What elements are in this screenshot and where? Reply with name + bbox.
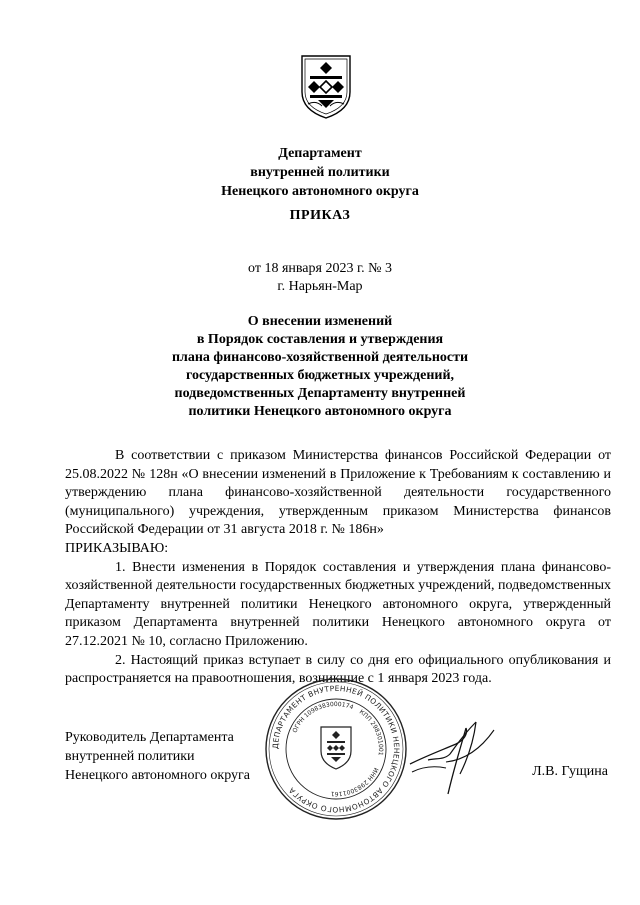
document-title: ПРИКАЗ [289, 208, 351, 223]
department-header [0, 144, 640, 201]
order-date-block [0, 260, 640, 296]
signatory-name: Л.В. Гущина [532, 764, 608, 779]
subject-line: государственных бюджетных учреждений, [185, 368, 455, 383]
subject-line: подведомственных Департаменту внутренней [174, 386, 466, 401]
subject-line: О внесении изменений [247, 314, 393, 329]
svg-text:ОГРН 1098383000174: ОГРН 1098383000174 [291, 700, 355, 735]
department-line: Департамент [278, 146, 362, 161]
order-subject [0, 313, 640, 421]
order-place: г. Нарьян-Мар [277, 279, 363, 294]
command-word: ПРИКАЗЫВАЮ: [65, 540, 169, 556]
official-seal [262, 675, 410, 823]
subject-line: плана финансово-хозяйственной деятельности [171, 350, 469, 365]
department-line: внутренней политики [250, 165, 390, 180]
preamble-paragraph: В соответствии с приказом Министерства финансов Российской Федерации от 25.08.2022 № 128н «О внесении изменений в Приложение к Требованиям к составлению и утверждению плана финансово-хозяйственной деятельности государственного (муниципального) учреждения, утвержденным приказом Министерства финансов Российской Федерации от 31 августа 2018 г. № 186н» [65, 448, 611, 538]
department-line: Ненецкого автономного округа [221, 184, 419, 199]
order-date: от 18 января 2023 г. № 3 [248, 261, 392, 276]
coat-of-arms-icon [298, 52, 354, 120]
position-line: Ненецкого автономного округа [65, 768, 250, 783]
order-body [65, 447, 611, 689]
svg-text:ДЕПАРТАМЕНТ ВНУТРЕННЕЙ ПОЛИТИК: ДЕПАРТАМЕНТ ВНУТРЕННЕЙ ПОЛИТИКИ НЕНЕЦКОГО АВТОНОМНОГО ОКРУГА [270, 683, 402, 815]
position-line: Руководитель Департамента [65, 730, 234, 745]
handwritten-signature [406, 716, 498, 798]
svg-text:ИНН 2983001161: ИНН 2983001161 [330, 766, 380, 798]
order-item-1: 1. Внести изменения в Порядок составления и утверждения плана финансово-хозяйственной деятельности государственных бюджетных учреждений, подведомственных Департаменту внутренней политики Ненецкого автономного округа, утвержденный приказом Департамента внутренней политики Ненецкого автономного округа от 27.12.2021 № 10, согласно Приложению. [65, 559, 611, 649]
signatory-position [65, 728, 250, 785]
svg-text:КПП 298301001: КПП 298301001 [357, 708, 385, 756]
subject-line: в Порядок составления и утверждения [196, 332, 444, 347]
position-line: внутренней политики [65, 749, 195, 764]
subject-line: политики Ненецкого автономного округа [188, 404, 452, 419]
order-item-2: 2. Настоящий приказ вступает в силу со дня его официального опубликования и распространяется на правоотношения, возникшие с 1 января 2023 года. [65, 652, 611, 687]
